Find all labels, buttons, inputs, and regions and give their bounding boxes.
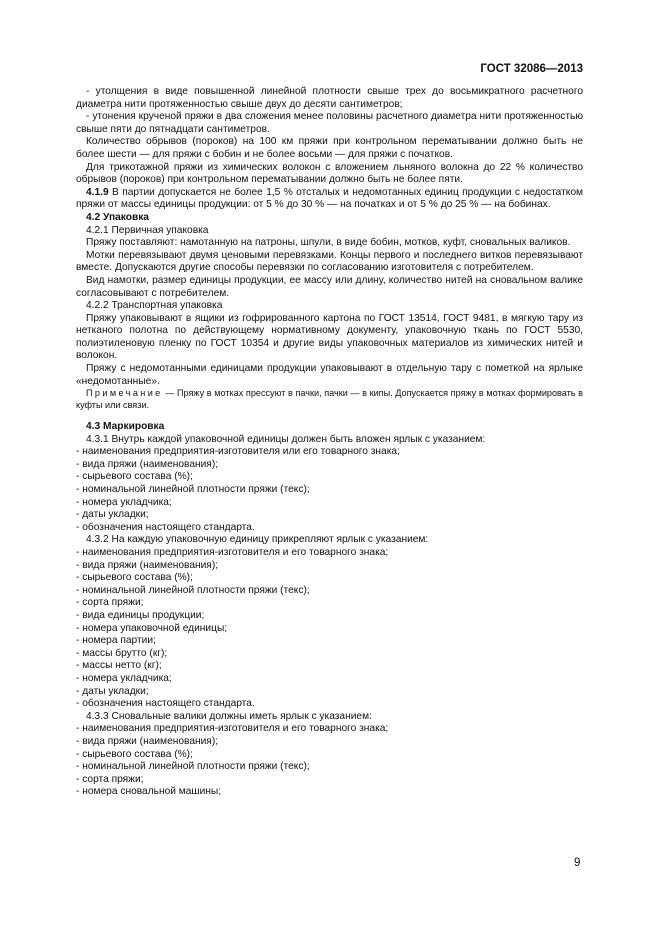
- section-heading: [76, 421, 583, 434]
- list-item: - даты укладки;: [76, 685, 149, 697]
- list-item: - номера укладчика;: [76, 672, 172, 684]
- list-4-3-1: [76, 446, 583, 534]
- paragraph: Пряжу поставляют: намотанную на патроны, шпули, в виде бобин, мотков, куфт, сновальных валиков.: [86, 237, 571, 249]
- list-item: - сырьевого состава (%);: [76, 748, 193, 760]
- subsection-heading: 4.3.2 На каждую упаковочную единицу прикрепляют ярлык с указанием:: [86, 534, 429, 546]
- paragraph: Пряжу с недомотанными единицами продукции упаковывают в отдельную тару с пометкой на ярлыке «недомотанные».: [76, 363, 583, 387]
- list-item: - обозначения настоящего стандарта.: [76, 698, 255, 710]
- paragraph: - утолщения в виде повышенной линейной плотности свыше трех до восьмикратного расчетного диаметра нити протяженностью свыше двух до десяти сантиметров;: [76, 86, 583, 110]
- document-body: [76, 86, 583, 799]
- list-item: - сорта пряжи;: [76, 773, 144, 785]
- list-item: - даты укладки;: [76, 509, 149, 521]
- list-item: - вида пряжи (наименования);: [76, 735, 219, 747]
- note: [76, 388, 583, 411]
- list-item: - наименования предприятия-изготовителя и его товарного знака;: [76, 723, 389, 735]
- list-item: - номинальной линейной плотности пряжи (текс);: [76, 484, 310, 496]
- subsection-heading: 4.3.1 Внутрь каждой упаковочной единицы должен быть вложен ярлык с указанием:: [86, 433, 486, 445]
- note-text: — Пряжу в мотках прессуют в пачки, пачки — в кипы. Допускается пряжу в мотках формировать в куфты или связи.: [76, 388, 583, 410]
- paragraph: Мотки перевязывают двумя ценовыми перевязками. Концы первого и последнего витков перевязывают вместе. Допускаются другие способы перевязки по согласованию изготовителя с потребителем.: [76, 249, 583, 274]
- list-item: - обозначения настоящего стандарта.: [76, 521, 255, 533]
- list-4-3-2: [76, 547, 583, 711]
- subsection-heading: 4.2.2 Транспортная упаковка: [86, 300, 223, 312]
- paragraph: - утонения крученой пряжи в два сложения менее половины расчетного диаметра нити протяженностью свыше пяти до пятнадцати сантиметров.: [76, 111, 583, 135]
- section-title-4-2: 4.2 Упаковка: [86, 211, 149, 223]
- list-item: - номинальной линейной плотности пряжи (текс);: [76, 584, 310, 596]
- list-item: - номера сновальной машины;: [76, 786, 222, 798]
- list-item: - вида единицы продукции;: [76, 609, 205, 621]
- subsection-heading: 4.3.3 Сновальные валики должны иметь ярлык с указанием:: [86, 710, 372, 722]
- list-item: - сырьевого состава (%);: [76, 471, 193, 483]
- list-item: - сорта пряжи;: [76, 597, 144, 609]
- list-item: - вида пряжи (наименования);: [76, 458, 219, 470]
- list-item: - наименования предприятия-изготовителя или его товарного знака;: [76, 446, 400, 458]
- section-heading: [76, 212, 583, 225]
- list-4-3-3: [76, 723, 583, 799]
- list-item: - массы нетто (кг);: [76, 660, 162, 672]
- list-item: - номера укладчика;: [76, 496, 172, 508]
- note-label: Примечание: [86, 388, 163, 399]
- list-item: - вида пряжи (наименования);: [76, 559, 219, 571]
- list-item: - номера партии;: [76, 635, 156, 647]
- list-item: - номинальной линейной плотности пряжи (текс);: [76, 761, 310, 773]
- paragraph: Пряжу упаковывают в ящики из гофрированного картона по ГОСТ 13514, ГОСТ 9481, в мягкую тару из нетканого полотна по действующему нормативному документу, упаковочную ткань по ГОСТ 5530, полиэтиленовую пленку по ГОСТ 10354 и другие виды упаковочных материалов из химических нитей и волокон.: [76, 312, 583, 362]
- list-item: - массы брутто (кг);: [76, 647, 168, 659]
- list-item: - сырьевого состава (%);: [76, 572, 193, 584]
- clause-4-1-9: [76, 187, 583, 212]
- list-item: - номера упаковочной единицы;: [76, 622, 228, 634]
- page-number: 9: [574, 857, 581, 869]
- subsection-heading: 4.2.1 Первичная упаковка: [86, 224, 209, 236]
- paragraph: Для трикотажной пряжи из химических волокон с вложением льняного волокна до 22 % количество обрывов (пороков) при контрольном перематывании должно быть не более пяти.: [76, 161, 583, 186]
- section-title-4-3: 4.3 Маркировка: [86, 421, 165, 433]
- paragraph: Вид намотки, размер единицы продукции, ее массу или длину, количество нитей на сновальном валике согласовывают с потребителем.: [76, 274, 583, 299]
- clause-number: 4.1.9: [86, 186, 109, 198]
- list-item: - наименования предприятия-изготовителя и его товарного знака;: [76, 547, 389, 558]
- paragraph: Количество обрывов (пороков) на 100 км пряжи при контрольном перематывании должно быть не более шести — для пряжи с бобин и не более восьми — для пряжи с початков.: [76, 136, 583, 160]
- document-header: ГОСТ 32086—2013: [480, 63, 583, 75]
- clause-text: В партии допускается не более 1,5 % отсталых и недомотанных единиц продукции с недостатком пряжи от массы единицы продукции: от 5 % до 30 % — на початках и от 5 % до 25 % — на бобинах.: [76, 186, 583, 211]
